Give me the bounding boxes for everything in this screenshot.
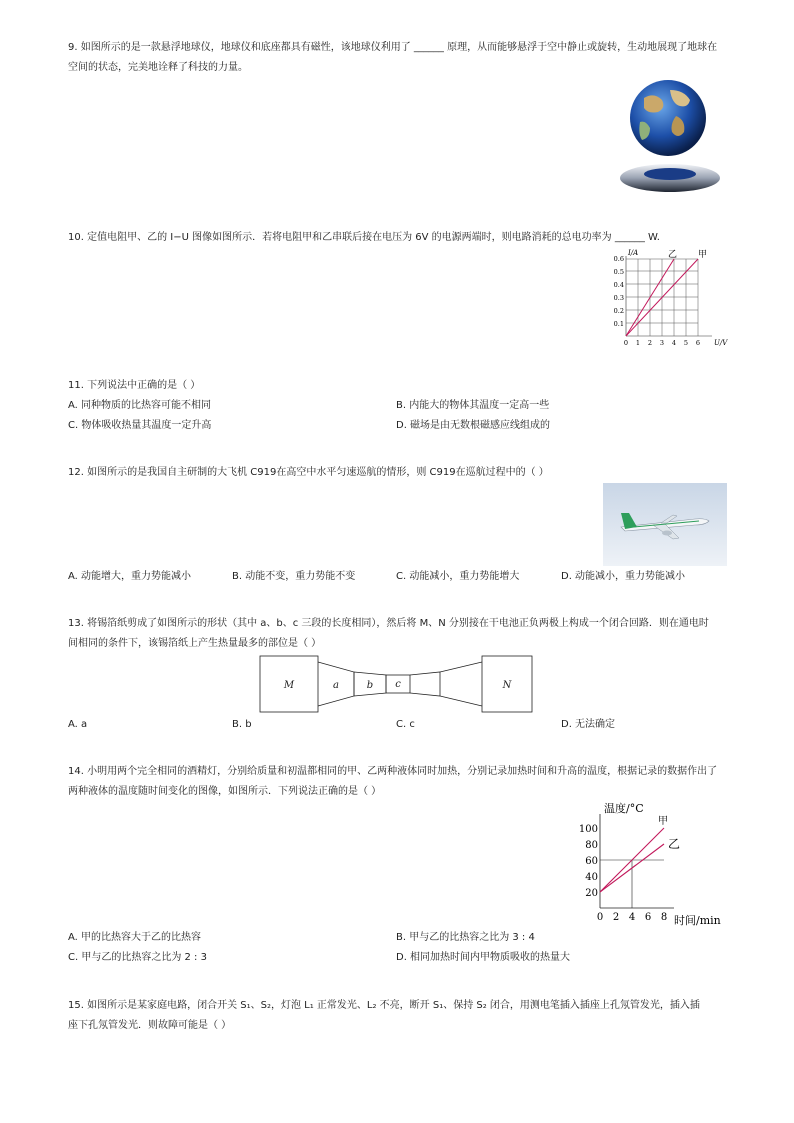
iu-series-label-yi: 乙 <box>668 250 678 260</box>
option-12-a[interactable]: A. 动能增大，重力势能减小 <box>68 571 192 582</box>
temp-xlabel: 时间/min <box>674 914 721 927</box>
option-13-b[interactable]: B. b <box>232 719 252 730</box>
iu-graph <box>606 246 732 350</box>
temp-ytick: 60 <box>585 856 598 867</box>
temp-xtick: 6 <box>644 912 652 923</box>
option-14-c[interactable]: C. 甲与乙的比热容之比为 2 : 3 <box>68 952 207 963</box>
levitating-globe-image <box>614 78 724 200</box>
iu-xtick: 4 <box>671 339 677 347</box>
iu-ytick: 0.6 <box>613 255 624 263</box>
iu-xtick: 1 <box>635 339 641 347</box>
iu-xlabel: U/V <box>714 339 728 347</box>
option-13-c[interactable]: C. c <box>396 719 415 730</box>
temp-ylabel: 温度/°C <box>604 802 644 815</box>
iu-xtick: 5 <box>683 339 689 347</box>
label-a: a <box>333 680 339 691</box>
temperature-time-graph <box>574 800 732 928</box>
c919-airplane-image <box>603 483 727 566</box>
iu-ylabel: I/A <box>628 249 639 257</box>
question-11-stem: 11. 下列说法中正确的是（ ） <box>68 380 201 391</box>
iu-ytick: 0.2 <box>613 307 624 315</box>
label-c: c <box>395 679 401 690</box>
temp-xtick: 8 <box>660 912 668 923</box>
option-11-a[interactable]: A. 同种物质的比热容可能不相同 <box>68 400 212 411</box>
question-14 <box>68 762 724 802</box>
temp-ytick: 80 <box>585 840 598 851</box>
question-14-line2: 两种液体的温度随时间变化的图像，如图所示．下列说法正确的是（ ） <box>68 786 382 797</box>
iu-xtick: 6 <box>695 339 701 347</box>
iu-ytick: 0.5 <box>613 268 624 276</box>
question-15-line1: 15. 如图所示是某家庭电路，闭合开关 S₁、S₂，灯泡 L₁ 正常发光、L₂ 不亮，断开 S₁、保持 S₂ 闭合，用测电笔插入插座上孔氖管发光，插入插 <box>68 1000 700 1011</box>
label-n: N <box>502 680 512 691</box>
temp-series-label-jia: 甲 <box>658 816 668 827</box>
question-9 <box>68 38 724 78</box>
label-m: M <box>283 680 295 691</box>
question-15 <box>68 996 724 1036</box>
question-13 <box>68 614 724 654</box>
tin-foil-diagram <box>258 654 534 714</box>
iu-xtick: 3 <box>659 339 665 347</box>
option-12-d[interactable]: D. 动能减小，重力势能减小 <box>561 571 686 582</box>
question-9-line1: 9. 如图所示的是一款悬浮地球仪，地球仪和底座都具有磁性，该地球仪利用了 ______ 原理，从而能够悬浮于空中静止或旋转，生动地展现了地球在 <box>68 42 718 53</box>
option-13-a[interactable]: A. a <box>68 719 88 730</box>
temp-xtick: 0 <box>596 912 604 923</box>
question-12-stem: 12. 如图所示的是我国自主研制的大飞机 C919在高空中水平匀速巡航的情形，则 C919在巡航过程中的（ ） <box>68 467 549 478</box>
question-14-line1: 14. 小明用两个完全相同的酒精灯，分别给质量和初温都相同的甲、乙两种液体同时加热，分别记录加热时间和升高的温度，根据记录的数据作出了 <box>68 766 718 777</box>
option-12-c[interactable]: C. 动能减小，重力势能增大 <box>396 571 520 582</box>
question-13-line1: 13. 将锡箔纸剪成了如图所示的形状（其中 a、b、c 三段的长度相同），然后将 M、N 分别接在干电池正负两极上构成一个闭合回路．则在通电时 <box>68 618 709 629</box>
iu-xtick: 2 <box>647 339 653 347</box>
option-11-b[interactable]: B. 内能大的物体其温度一定高一些 <box>396 400 550 411</box>
iu-ytick: 0.1 <box>613 320 624 328</box>
option-11-d[interactable]: D. 磁场是由无数根磁感应线组成的 <box>396 420 551 431</box>
temp-xtick: 2 <box>612 912 620 923</box>
option-14-b[interactable]: B. 甲与乙的比热容之比为 3 : 4 <box>396 932 535 943</box>
question-9-line2: 空间的状态，完美地诠释了科技的力量。 <box>68 62 248 73</box>
temp-ytick: 40 <box>585 872 598 883</box>
iu-series-label-jia: 甲 <box>698 250 708 260</box>
temp-ytick: 20 <box>585 888 598 899</box>
iu-xtick: 0 <box>623 339 629 347</box>
question-13-line2: 间相同的条件下，该锡箔纸上产生热量最多的部位是（ ） <box>68 638 322 649</box>
question-15-line2: 座下孔氖管发光．则故障可能是（ ） <box>68 1020 232 1031</box>
temp-xtick: 4 <box>628 912 636 923</box>
iu-ytick: 0.3 <box>613 294 624 302</box>
temp-series-label-yi: 乙 <box>668 837 681 851</box>
option-13-d[interactable]: D. 无法确定 <box>561 719 616 730</box>
label-b: b <box>366 680 374 691</box>
option-14-a[interactable]: A. 甲的比热容大于乙的比热容 <box>68 932 202 943</box>
option-12-b[interactable]: B. 动能不变，重力势能不变 <box>232 571 356 582</box>
temp-ytick: 100 <box>578 824 598 835</box>
iu-ytick: 0.4 <box>613 281 624 289</box>
question-10-text: 10. 定值电阻甲、乙的 I−U 图像如图所示．若将电阻甲和乙串联后接在电压为 6V 的电源两端时，则电路消耗的总电功率为 ______ W. <box>68 232 660 243</box>
question-10 <box>68 228 724 248</box>
option-11-c[interactable]: C. 物体吸收热量其温度一定升高 <box>68 420 212 431</box>
option-14-d[interactable]: D. 相同加热时间内甲物质吸收的热量大 <box>396 952 571 963</box>
